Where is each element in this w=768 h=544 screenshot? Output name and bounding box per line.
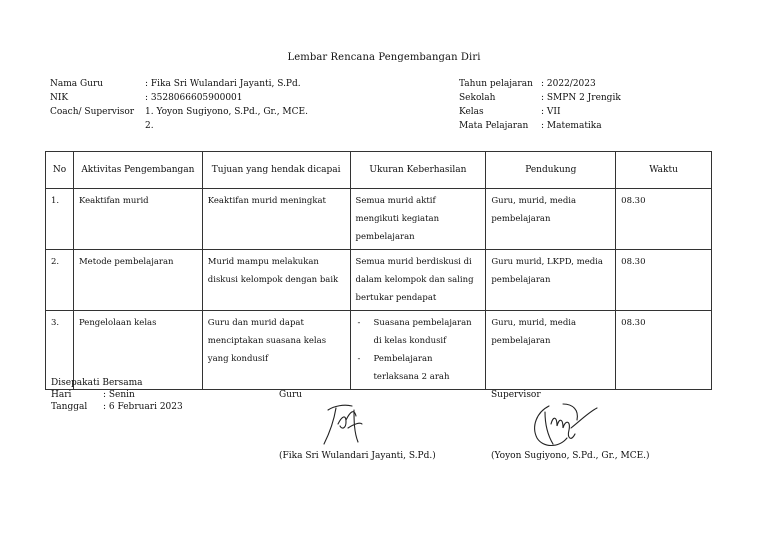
- info-value: : SMPN 2 Jrengik: [541, 93, 621, 103]
- development-plan-table: [45, 151, 712, 390]
- info-value: : 2022/2023: [541, 79, 596, 89]
- day-value: : Senin: [103, 390, 135, 400]
- table-header-row: [46, 152, 712, 189]
- cell-tujuan: Keaktifan murid meningkat: [202, 189, 350, 250]
- info-key: Tahun pelajaran: [459, 79, 533, 89]
- supervisor-name: (Yoyon Sugiyono, S.Pd., Gr., MCE.): [491, 451, 650, 461]
- success-criteria-list: [356, 314, 481, 386]
- info-value: 2.: [145, 121, 154, 131]
- cell-waktu: 08.30: [616, 311, 712, 390]
- supervisor-signature-icon: [527, 398, 599, 454]
- table-row: [46, 250, 712, 311]
- agreement-block: [51, 377, 183, 413]
- teacher-name: (Fika Sri Wulandari Jayanti, S.Pd.): [279, 451, 436, 461]
- cell-pendukung: Guru murid, LKPD, media pembelajaran: [486, 250, 616, 311]
- info-value: : Matematika: [541, 121, 602, 131]
- teacher-signature-icon: [318, 398, 366, 448]
- info-key: Nama Guru: [50, 79, 104, 89]
- header-aktivitas: Aktivitas Pengembangan: [73, 152, 202, 189]
- info-row-mapel: [459, 119, 621, 133]
- agreement-date-row: [51, 401, 183, 413]
- info-key: Mata Pelajaran: [459, 121, 529, 131]
- header-no: No: [46, 152, 74, 189]
- cell-no: 2.: [46, 250, 74, 311]
- cell-no: 3.: [46, 311, 74, 390]
- cell-aktivitas: Keaktifan murid: [73, 189, 202, 250]
- header-pendukung: Pendukung: [486, 152, 616, 189]
- teacher-signature-label: Guru: [279, 390, 303, 400]
- cell-waktu: 08.30: [616, 250, 712, 311]
- cell-waktu: 08.30: [616, 189, 712, 250]
- info-value: : VII: [541, 107, 561, 117]
- cell-ukuran: Semua murid aktif mengikuti kegiatan pembelajaran: [350, 189, 486, 250]
- table-row: [46, 189, 712, 250]
- cell-aktivitas: Metode pembelajaran: [73, 250, 202, 311]
- info-row-sekolah: [459, 91, 621, 105]
- cell-aktivitas: Pengelolaan kelas: [73, 311, 202, 390]
- info-row-nama: [50, 77, 308, 91]
- agreement-day-row: [51, 389, 183, 401]
- day-label: Hari: [51, 390, 72, 400]
- info-row-coach-2: [50, 119, 308, 133]
- teacher-info: [50, 77, 308, 133]
- info-row-coach: [50, 105, 308, 119]
- info-key: Kelas: [459, 107, 484, 117]
- info-row-kelas: [459, 105, 621, 119]
- list-item: - Suasana pembelajaran di kelas kondusif: [356, 314, 481, 350]
- cell-tujuan: Murid mampu melakukan diskusi kelompok dengan baik: [202, 250, 350, 311]
- cell-tujuan: Guru dan murid dapat menciptakan suasana kelas yang kondusif: [202, 311, 350, 390]
- info-key: Coach/ Supervisor: [50, 107, 135, 117]
- header-tujuan: Tujuan yang hendak dicapai: [202, 152, 350, 189]
- cell-no: 1.: [46, 189, 74, 250]
- date-label: Tanggal: [51, 402, 88, 412]
- info-value: : Fika Sri Wulandari Jayanti, S.Pd.: [145, 79, 301, 89]
- supervisor-signature-label: Supervisor: [491, 390, 541, 400]
- document-title: Lembar Rencana Pengembangan Diri: [287, 52, 481, 63]
- cell-ukuran: Semua murid berdiskusi di dalam kelompok dan saling bertukar pendapat: [350, 250, 486, 311]
- info-key: NIK: [50, 93, 69, 103]
- date-value: : 6 Februari 2023: [103, 402, 183, 412]
- info-key: Sekolah: [459, 93, 496, 103]
- info-row-nik: [50, 91, 308, 105]
- cell-ukuran: [350, 311, 486, 390]
- info-key: [50, 119, 145, 133]
- list-item: - Pembelajaran terlaksana 2 arah: [356, 350, 481, 386]
- info-value: : 3528066605900001: [145, 93, 243, 103]
- cell-pendukung: Guru, murid, media pembelajaran: [486, 311, 616, 390]
- agreement-heading: Disepakati Bersama: [51, 378, 143, 388]
- header-waktu: Waktu: [616, 152, 712, 189]
- cell-pendukung: Guru, murid, media pembelajaran: [486, 189, 616, 250]
- header-ukuran: Ukuran Keberhasilan: [350, 152, 486, 189]
- school-info: [459, 77, 621, 133]
- info-row-tahun: [459, 77, 621, 91]
- info-value: 1. Yoyon Sugiyono, S.Pd., Gr., MCE.: [145, 107, 308, 117]
